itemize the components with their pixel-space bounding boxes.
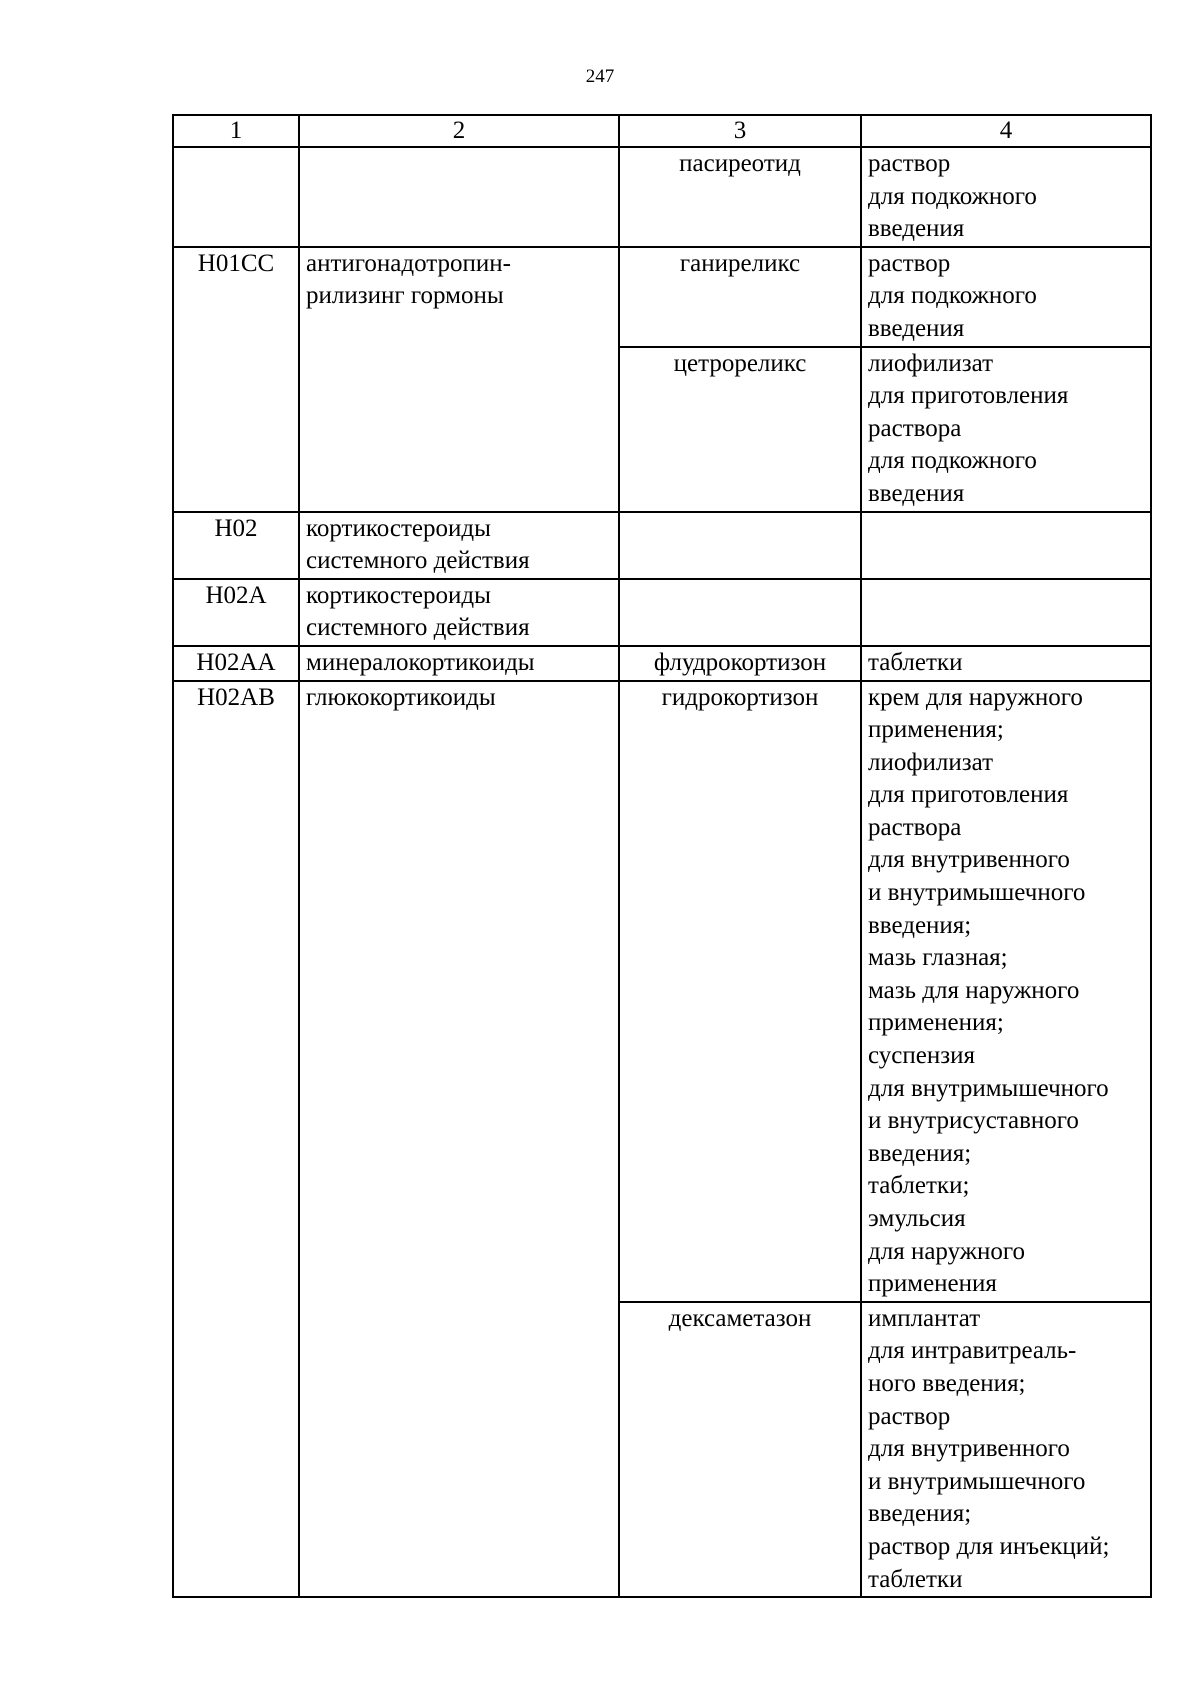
cell-text-line: для приготовления <box>868 781 1069 809</box>
cell-text-line: применения <box>868 1270 997 1298</box>
cell-text-line: и внутримышечного <box>868 879 1086 907</box>
cell-text-line: H02AA <box>196 648 276 676</box>
table-row <box>173 646 1151 681</box>
cell-text-line: для интравитреаль- <box>868 1337 1077 1365</box>
cell-text-line: лиофилизат <box>868 349 994 377</box>
drug-name-cell <box>619 681 861 1302</box>
cell-text-line: H01CC <box>197 249 275 277</box>
atc-code-cell <box>173 512 299 579</box>
drug-name-cell <box>619 147 861 247</box>
cell-text-line: флудрокортизон <box>653 648 827 676</box>
cell-text-line: рилизинг гормоны <box>306 282 504 310</box>
cell-text-line: суспензия <box>868 1042 975 1070</box>
group-cell <box>299 646 619 681</box>
table-row <box>173 681 1151 1302</box>
table-row <box>173 579 1151 646</box>
drug-name-cell <box>619 579 861 646</box>
cell-text-line: для внутривенного <box>868 846 1070 874</box>
cell-text-line: антигонадотропин- <box>306 249 511 277</box>
dosage-form-cell <box>861 646 1151 681</box>
cell-text-line: мазь глазная; <box>868 944 1008 972</box>
cell-text-line: раствора <box>868 414 962 442</box>
cell-text-line: H02AB <box>197 683 275 711</box>
cell-text-line: системного действия <box>306 614 530 642</box>
drug-table <box>172 114 1152 1598</box>
table-row <box>173 247 1151 347</box>
group-cell <box>299 247 619 512</box>
cell-text-line: введения; <box>868 911 972 939</box>
cell-text-line: таблетки <box>868 1565 963 1593</box>
column-header-1: 1 <box>173 115 299 147</box>
cell-text-line: введения <box>868 479 965 507</box>
cell-text-line: таблетки; <box>868 1172 970 1200</box>
cell-text-line: мазь для наружного <box>868 976 1080 1004</box>
dosage-form-cell <box>861 579 1151 646</box>
cell-text-line: для наружного <box>868 1237 1026 1265</box>
cell-text-line: лиофилизат <box>868 748 994 776</box>
drug-name-cell <box>619 512 861 579</box>
atc-code-cell <box>173 247 299 512</box>
cell-text-line: введения <box>868 215 965 243</box>
table-row <box>173 512 1151 579</box>
cell-text-line: таблетки <box>868 648 963 676</box>
dosage-form-cell <box>861 147 1151 247</box>
cell-text-line: введения; <box>868 1500 972 1528</box>
cell-text-line: для внутривенного <box>868 1435 1070 1463</box>
column-header-2: 2 <box>299 115 619 147</box>
group-cell <box>299 512 619 579</box>
cell-text-line: для приготовления <box>868 382 1069 410</box>
cell-text-line: применения; <box>868 716 1004 744</box>
cell-text-line: раствор <box>868 249 951 277</box>
cell-text-line: введения; <box>868 1139 972 1167</box>
cell-text-line: введения <box>868 314 965 342</box>
drug-name-cell <box>619 247 861 347</box>
cell-text-line: и внутримышечного <box>868 1467 1086 1495</box>
cell-text-line: цетрореликс <box>673 349 807 377</box>
atc-code-cell <box>173 579 299 646</box>
atc-code-cell <box>173 646 299 681</box>
page-number: 247 <box>585 66 615 87</box>
drug-name-cell <box>619 646 861 681</box>
cell-text-line: применения; <box>868 1009 1004 1037</box>
cell-text-line: раствор <box>868 150 951 177</box>
cell-text-line: минералокортикоиды <box>306 648 535 676</box>
dosage-form-cell <box>861 1302 1151 1597</box>
cell-text-line: для внутримышечного <box>868 1074 1109 1102</box>
cell-text-line: системного действия <box>306 547 530 575</box>
cell-text-line: имплантат <box>868 1304 981 1332</box>
dosage-form-cell <box>861 681 1151 1302</box>
cell-text-line: крем для наружного <box>868 683 1083 711</box>
cell-text-line: H02 <box>214 514 258 542</box>
group-cell <box>299 681 619 1598</box>
cell-text-line: для подкожного <box>868 182 1037 210</box>
cell-text-line: и внутрисуставного <box>868 1107 1079 1135</box>
column-header-3: 3 <box>619 115 861 147</box>
cell-text-line: H02A <box>205 581 267 609</box>
cell-text-line: для подкожного <box>868 447 1037 475</box>
dosage-form-cell <box>861 512 1151 579</box>
group-cell <box>299 579 619 646</box>
table-header-row <box>173 115 1151 147</box>
drug-name-cell <box>619 347 861 512</box>
cell-text-line: эмульсия <box>868 1205 966 1232</box>
column-header-4: 4 <box>861 115 1151 147</box>
cell-text-line: для подкожного <box>868 282 1037 310</box>
dosage-form-cell <box>861 347 1151 512</box>
cell-text-line: ганиреликс <box>679 249 801 277</box>
table-row <box>173 147 1151 247</box>
dosage-form-cell <box>861 247 1151 347</box>
group-cell <box>299 147 619 247</box>
cell-text-line: пасиреотид <box>679 150 801 177</box>
cell-text-line: раствора <box>868 813 962 841</box>
atc-code-cell <box>173 147 299 247</box>
drug-name-cell <box>619 1302 861 1597</box>
cell-text-line: ного введения; <box>868 1369 1026 1397</box>
atc-code-cell <box>173 681 299 1598</box>
cell-text-line: дексаметазон <box>668 1304 812 1332</box>
cell-text-line: раствор <box>868 1402 951 1430</box>
cell-text-line: кортикостероиды <box>306 581 491 609</box>
cell-text-line: раствор для инъекций; <box>868 1532 1110 1560</box>
cell-text-line: кортикостероиды <box>306 514 491 542</box>
cell-text-line: гидрокортизон <box>661 683 819 711</box>
cell-text-line: глюкокортикоиды <box>306 683 496 711</box>
